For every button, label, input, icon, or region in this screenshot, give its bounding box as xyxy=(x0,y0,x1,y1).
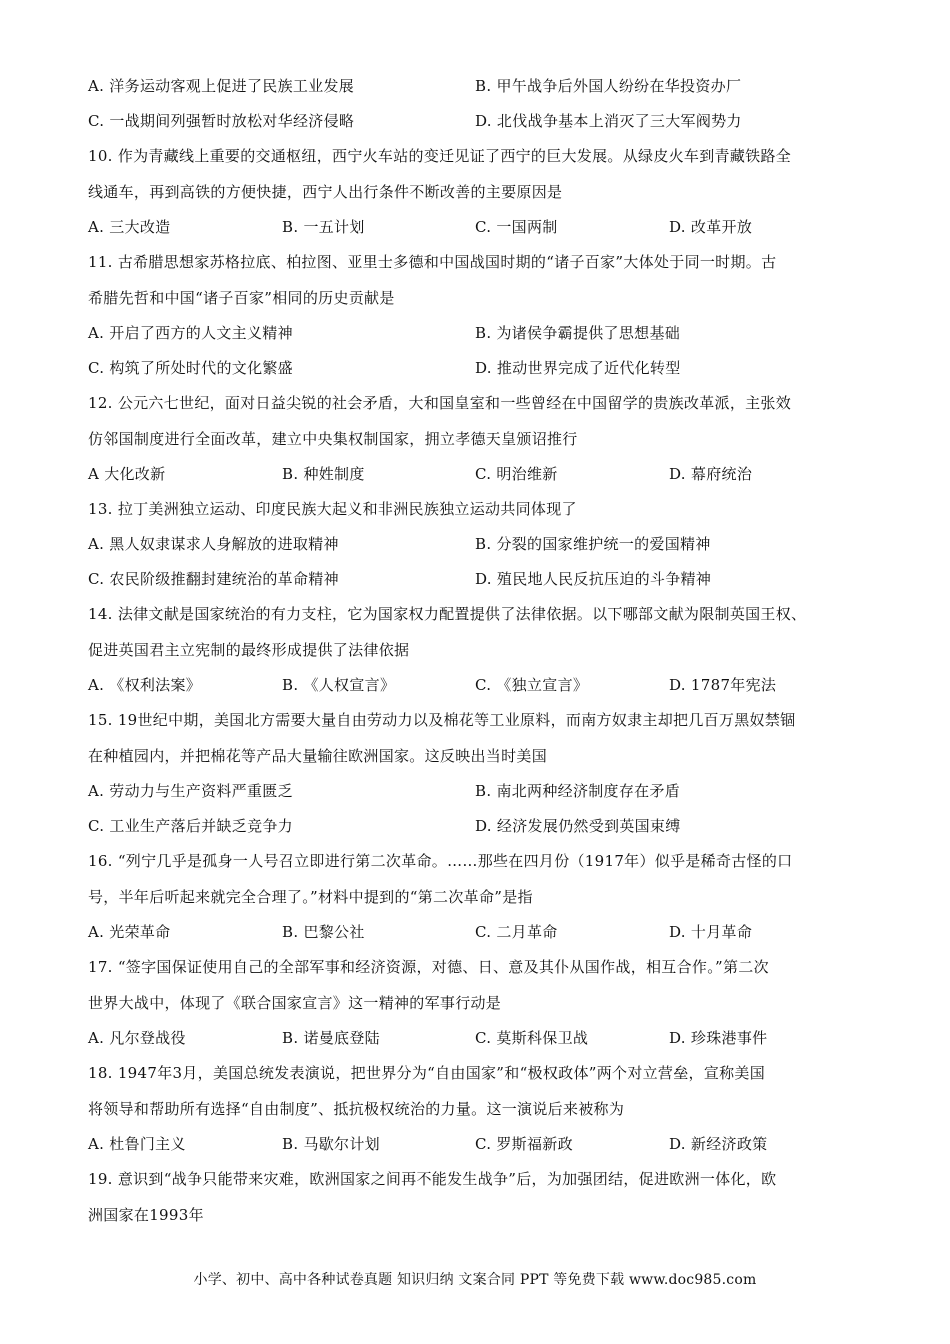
q18-stem-line-1: 18. 1947年3月，美国总统发表演说，把世界分为“自由国家”和“极权政体”两个对立营垒，宣称美国 xyxy=(88,1064,766,1082)
q13-option-a: A. 黑人奴隶谋求人身解放的进取精神 xyxy=(88,535,339,553)
q12-option-c: C. 明治维新 xyxy=(475,465,558,483)
page-footer: 小学、初中、高中各种试卷真题 知识归纳 文案合同 PPT 等免费下载 www.doc985.com xyxy=(193,1272,757,1288)
q17-option-a: A. 凡尔登战役 xyxy=(88,1029,186,1047)
q17-stem-line-2: 世界大战中，体现了《联合国家宣言》这一精神的军事行动是 xyxy=(88,994,502,1012)
q16-option-d: D. 十月革命 xyxy=(669,923,753,941)
q12-option-a: A 大化改新 xyxy=(88,465,166,483)
q14-option-b: B. 《人权宣言》 xyxy=(282,676,396,694)
q9-option-c: C. 一战期间列强暂时放松对华经济侵略 xyxy=(88,112,355,130)
q11-option-d: D. 推动世界完成了近代化转型 xyxy=(475,359,681,377)
q11-stem-line-1: 11. 古希腊思想家苏格拉底、柏拉图、亚里士多德和中国战国时期的“诸子百家”大体处于同一时期。古 xyxy=(88,253,777,271)
q18-option-d: D. 新经济政策 xyxy=(669,1135,768,1153)
q12-option-d: D. 幕府统治 xyxy=(669,465,753,483)
q16-option-b: B. 巴黎公社 xyxy=(282,923,365,941)
q16-option-c: C. 二月革命 xyxy=(475,923,558,941)
q18-option-a: A. 杜鲁门主义 xyxy=(88,1135,186,1153)
q15-stem-line-2: 在种植园内，并把棉花等产品大量输往欧洲国家。这反映出当时美国 xyxy=(88,747,548,765)
q13-option-d: D. 殖民地人民反抗压迫的斗争精神 xyxy=(475,570,712,588)
q10-option-a: A. 三大改造 xyxy=(88,218,171,236)
q9-option-d: D. 北伐战争基本上消灭了三大军阀势力 xyxy=(475,112,742,130)
q15-option-c: C. 工业生产落后并缺乏竞争力 xyxy=(88,817,293,835)
q19-stem-line-1: 19. 意识到“战争只能带来灾难，欧洲国家之间再不能发生战争”后，为加强团结，促进欧洲一体化，欧 xyxy=(88,1170,777,1188)
q11-option-c: C. 构筑了所处时代的文化繁盛 xyxy=(88,359,293,377)
q9-option-a: A. 洋务运动客观上促进了民族工业发展 xyxy=(88,77,355,95)
q12-option-b: B. 种姓制度 xyxy=(282,465,365,483)
q18-stem-line-2: 将领导和帮助所有选择“自由制度”、抵抗极权统治的力量。这一演说后来被称为 xyxy=(88,1100,625,1118)
q14-option-a: A. 《权利法案》 xyxy=(88,676,202,694)
q11-option-b: B. 为诸侯争霸提供了思想基础 xyxy=(475,324,681,342)
q13-option-c: C. 农民阶级推翻封建统治的革命精神 xyxy=(88,570,339,588)
q17-option-d: D. 珍珠港事件 xyxy=(669,1029,768,1047)
q10-option-d: D. 改革开放 xyxy=(669,218,753,236)
q11-stem-line-2: 希腊先哲和中国“诸子百家”相同的历史贡献是 xyxy=(88,289,395,307)
q17-stem-line-1: 17. “签字国保证使用自己的全部军事和经济资源，对德、日、意及其仆从国作战，相互合作。”第二次 xyxy=(88,958,769,976)
q15-stem-line-1: 15. 19世纪中期，美国北方需要大量自由劳动力以及棉花等工业原料，而南方奴隶主却把几百万黑奴禁锢 xyxy=(88,711,796,729)
q9-option-b: B. 甲午战争后外国人纷纷在华投资办厂 xyxy=(475,77,742,95)
q15-option-a: A. 劳动力与生产资料严重匮乏 xyxy=(88,782,293,800)
q16-option-a: A. 光荣革命 xyxy=(88,923,171,941)
q10-stem-line-1: 10. 作为青藏线上重要的交通枢纽，西宁火车站的变迁见证了西宁的巨大发展。从绿皮火车到青藏铁路全 xyxy=(88,147,792,165)
q13-option-b: B. 分裂的国家维护统一的爱国精神 xyxy=(475,535,711,553)
q17-option-b: B. 诺曼底登陆 xyxy=(282,1029,380,1047)
q12-stem-line-2: 仿邻国制度进行全面改革，建立中央集权制国家，拥立孝德天皇颁诏推行 xyxy=(88,430,578,448)
q12-stem-line-1: 12. 公元六七世纪，面对日益尖锐的社会矛盾，大和国皇室和一些曾经在中国留学的贵族改革派，主张效 xyxy=(88,394,792,412)
q19-stem-line-2: 洲国家在1993年 xyxy=(88,1206,204,1224)
q17-option-c: C. 莫斯科保卫战 xyxy=(475,1029,589,1047)
q14-option-c: C. 《独立宣言》 xyxy=(475,676,589,694)
q18-option-c: C. 罗斯福新政 xyxy=(475,1135,573,1153)
q11-option-a: A. 开启了西方的人文主义精神 xyxy=(88,324,293,342)
q13-stem-line-1: 13. 拉丁美洲独立运动、印度民族大起义和非洲民族独立运动共同体现了 xyxy=(88,500,577,518)
q10-option-b: B. 一五计划 xyxy=(282,218,365,236)
q14-stem-line-2: 促进英国君主立宪制的最终形成提供了法律依据 xyxy=(88,641,410,659)
q14-stem-line-1: 14. 法律文献是国家统治的有力支柱，它为国家权力配置提供了法律依据。以下哪部文献为限制英国王权、 xyxy=(88,605,807,623)
q15-option-b: B. 南北两种经济制度存在矛盾 xyxy=(475,782,681,800)
q16-stem-line-1: 16. “列宁几乎是孤身一人号召立即进行第二次革命。……那些在四月份（1917年）似乎是稀奇古怪的口 xyxy=(88,852,793,870)
q15-option-d: D. 经济发展仍然受到英国束缚 xyxy=(475,817,681,835)
q16-stem-line-2: 号，半年后听起来就完全合理了。”材料中提到的“第二次革命”是指 xyxy=(88,888,533,906)
q14-option-d: D. 1787年宪法 xyxy=(669,676,777,694)
q10-stem-line-2: 线通车，再到高铁的方便快捷，西宁人出行条件不断改善的主要原因是 xyxy=(88,183,563,201)
q18-option-b: B. 马歇尔计划 xyxy=(282,1135,380,1153)
q10-option-c: C. 一国两制 xyxy=(475,218,558,236)
